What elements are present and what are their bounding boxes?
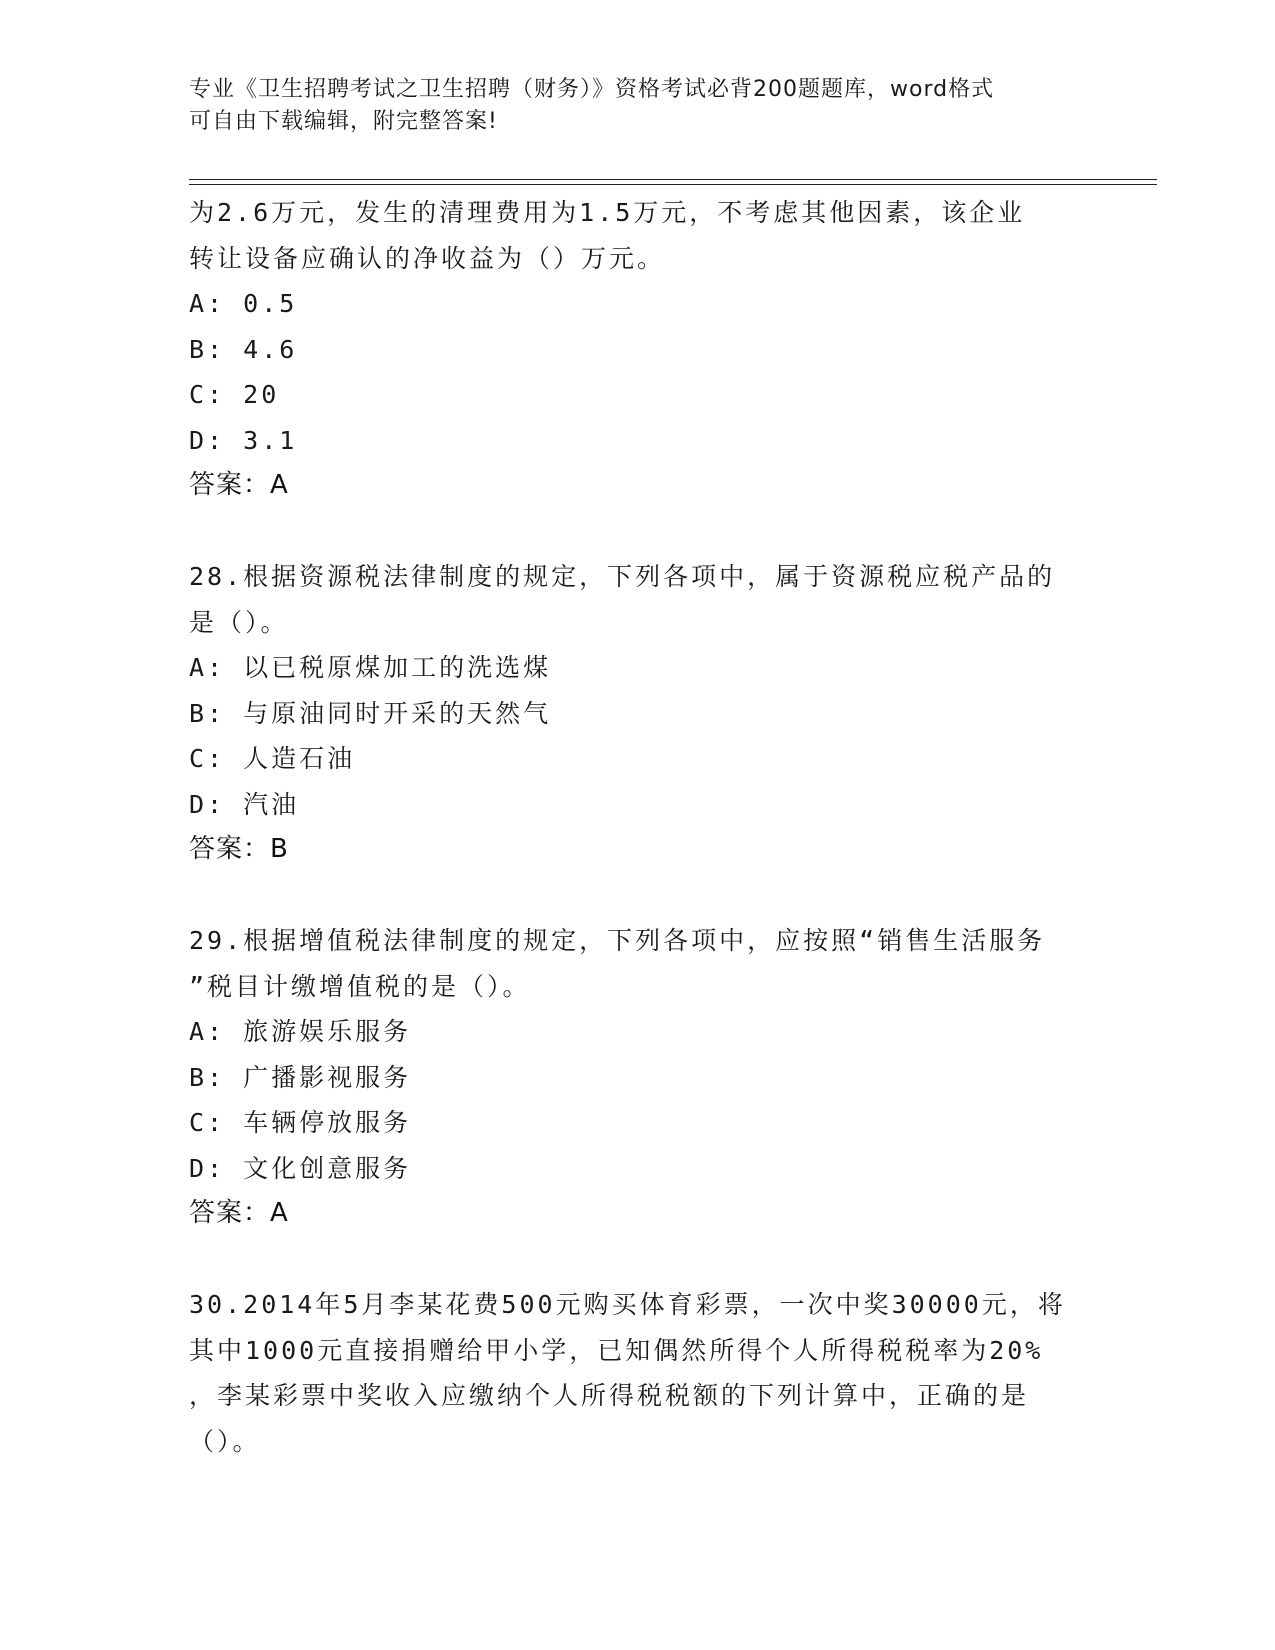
question-stem-line: 是（）。 — [189, 607, 289, 637]
question-stem-line: 28.根据资源税法律制度的规定，下列各项中，属于资源税应税产品的 — [189, 562, 1056, 591]
header-line-1: 专业《卫生招聘考试之卫生招聘（财务）》资格考试必背200题题库，word格式 — [189, 77, 995, 102]
question-stem-line: ，李某彩票中奖收入应缴纳个人所得税税额的下列计算中，正确的是 — [189, 1381, 1030, 1410]
option-c: C: 20 — [189, 380, 280, 409]
answer-line: 答案：A — [189, 470, 289, 500]
option-a: A: 以已税原煤加工的洗选煤 — [189, 653, 552, 682]
option-a: A: 0.5 — [189, 289, 298, 318]
question-stem-line: 30.2014年5月李某花费500元购买体育彩票，一次中奖30000元，将 — [189, 1290, 1066, 1319]
header-rule-bottom — [189, 184, 1157, 185]
question-stem-line: 转让设备应确认的净收益为（）万元。 — [189, 243, 666, 273]
question-block — [189, 918, 1089, 1237]
option-b: B: 广播影视服务 — [189, 1062, 412, 1092]
option-b: B: 4.6 — [189, 334, 298, 364]
header-line-2: 可自由下载编辑，附完整答案! — [189, 109, 498, 134]
question-stem-line: （）。 — [189, 1426, 261, 1456]
page-header — [189, 74, 1069, 138]
question-stem-line: 其中1000元直接捐赠给甲小学，已知偶然所得个人所得税税率为20% — [189, 1335, 1044, 1365]
question-block — [189, 1282, 1089, 1464]
question-stem-line: 29.根据增值税法律制度的规定，下列各项中，应按照“销售生活服务 — [189, 926, 1046, 955]
option-c: C: 车辆停放服务 — [189, 1108, 412, 1137]
question-stem-line: ”税目计缴增值税的是（）。 — [189, 971, 531, 1001]
option-c: C: 人造石油 — [189, 744, 356, 773]
answer-line: 答案：A — [189, 1198, 289, 1228]
question-content — [189, 190, 1089, 1464]
option-a: A: 旅游娱乐服务 — [189, 1017, 412, 1046]
question-block — [189, 554, 1089, 873]
option-d: D: 3.1 — [189, 425, 298, 455]
option-d: D: 文化创意服务 — [189, 1153, 412, 1183]
header-rule-top — [189, 179, 1157, 180]
question-block — [189, 190, 1089, 509]
question-stem-line: 为2.6万元，发生的清理费用为1.5万元，不考虑其他因素，该企业 — [189, 198, 1026, 227]
answer-line: 答案：B — [189, 834, 289, 864]
option-d: D: 汽油 — [189, 789, 300, 819]
option-b: B: 与原油同时开采的天然气 — [189, 698, 552, 728]
